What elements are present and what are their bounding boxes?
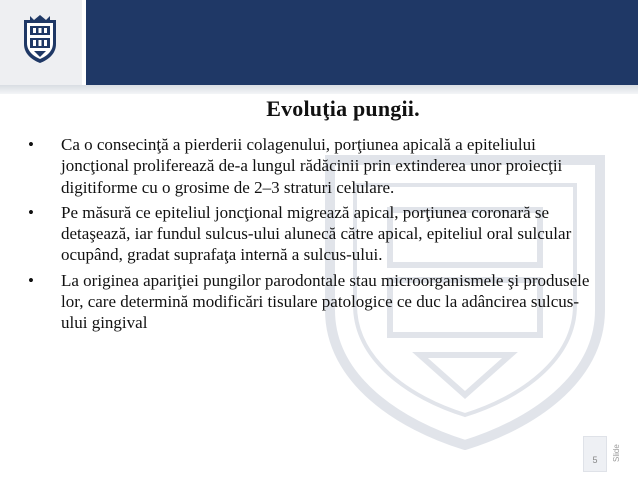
slide-label: Slide [612, 444, 621, 462]
bullet-item [24, 202, 604, 266]
header-bar [86, 0, 638, 85]
bullet-list [24, 134, 604, 338]
header-divider [0, 85, 638, 94]
logo-panel [0, 0, 82, 85]
slide-title-text: Evoluţia pungii. [266, 96, 420, 121]
university-crest-icon [22, 14, 58, 64]
bullet-text: Ca o consecinţă a pierderii colagenului, porţiunea apicală a epiteliului joncţional proliferează de-a lungul rădăcinii prin extinderea unor proiecţii digitiforme cu o grosime de 2–3 straturi celulare. [61, 135, 563, 197]
bullet-icon: • [28, 202, 34, 222]
bullet-text: La originea apariţiei pungilor parodontale stau microorganismele şi produsele lor, care determină modificări tisulare patologice ce duc la adâncirea sulcus-ului gingival [61, 270, 590, 333]
slide-title [0, 96, 638, 122]
bullet-item [24, 270, 604, 334]
bullet-icon: • [28, 270, 34, 290]
bullet-icon: • [28, 135, 34, 154]
bullet-item [24, 134, 604, 198]
bullet-text: Pe măsură ce epiteliul joncţional migrează apical, porţiunea coronară se detaşează, iar fundul sulcus-ului alunecă către apical, epiteliul oral sulcular ocupând, gradat suprafaţa internă a sulcus-ului. [61, 202, 572, 265]
slide-number: 5 [592, 455, 598, 465]
slide-number-box [583, 436, 607, 472]
slide-label-wrap [612, 444, 638, 476]
